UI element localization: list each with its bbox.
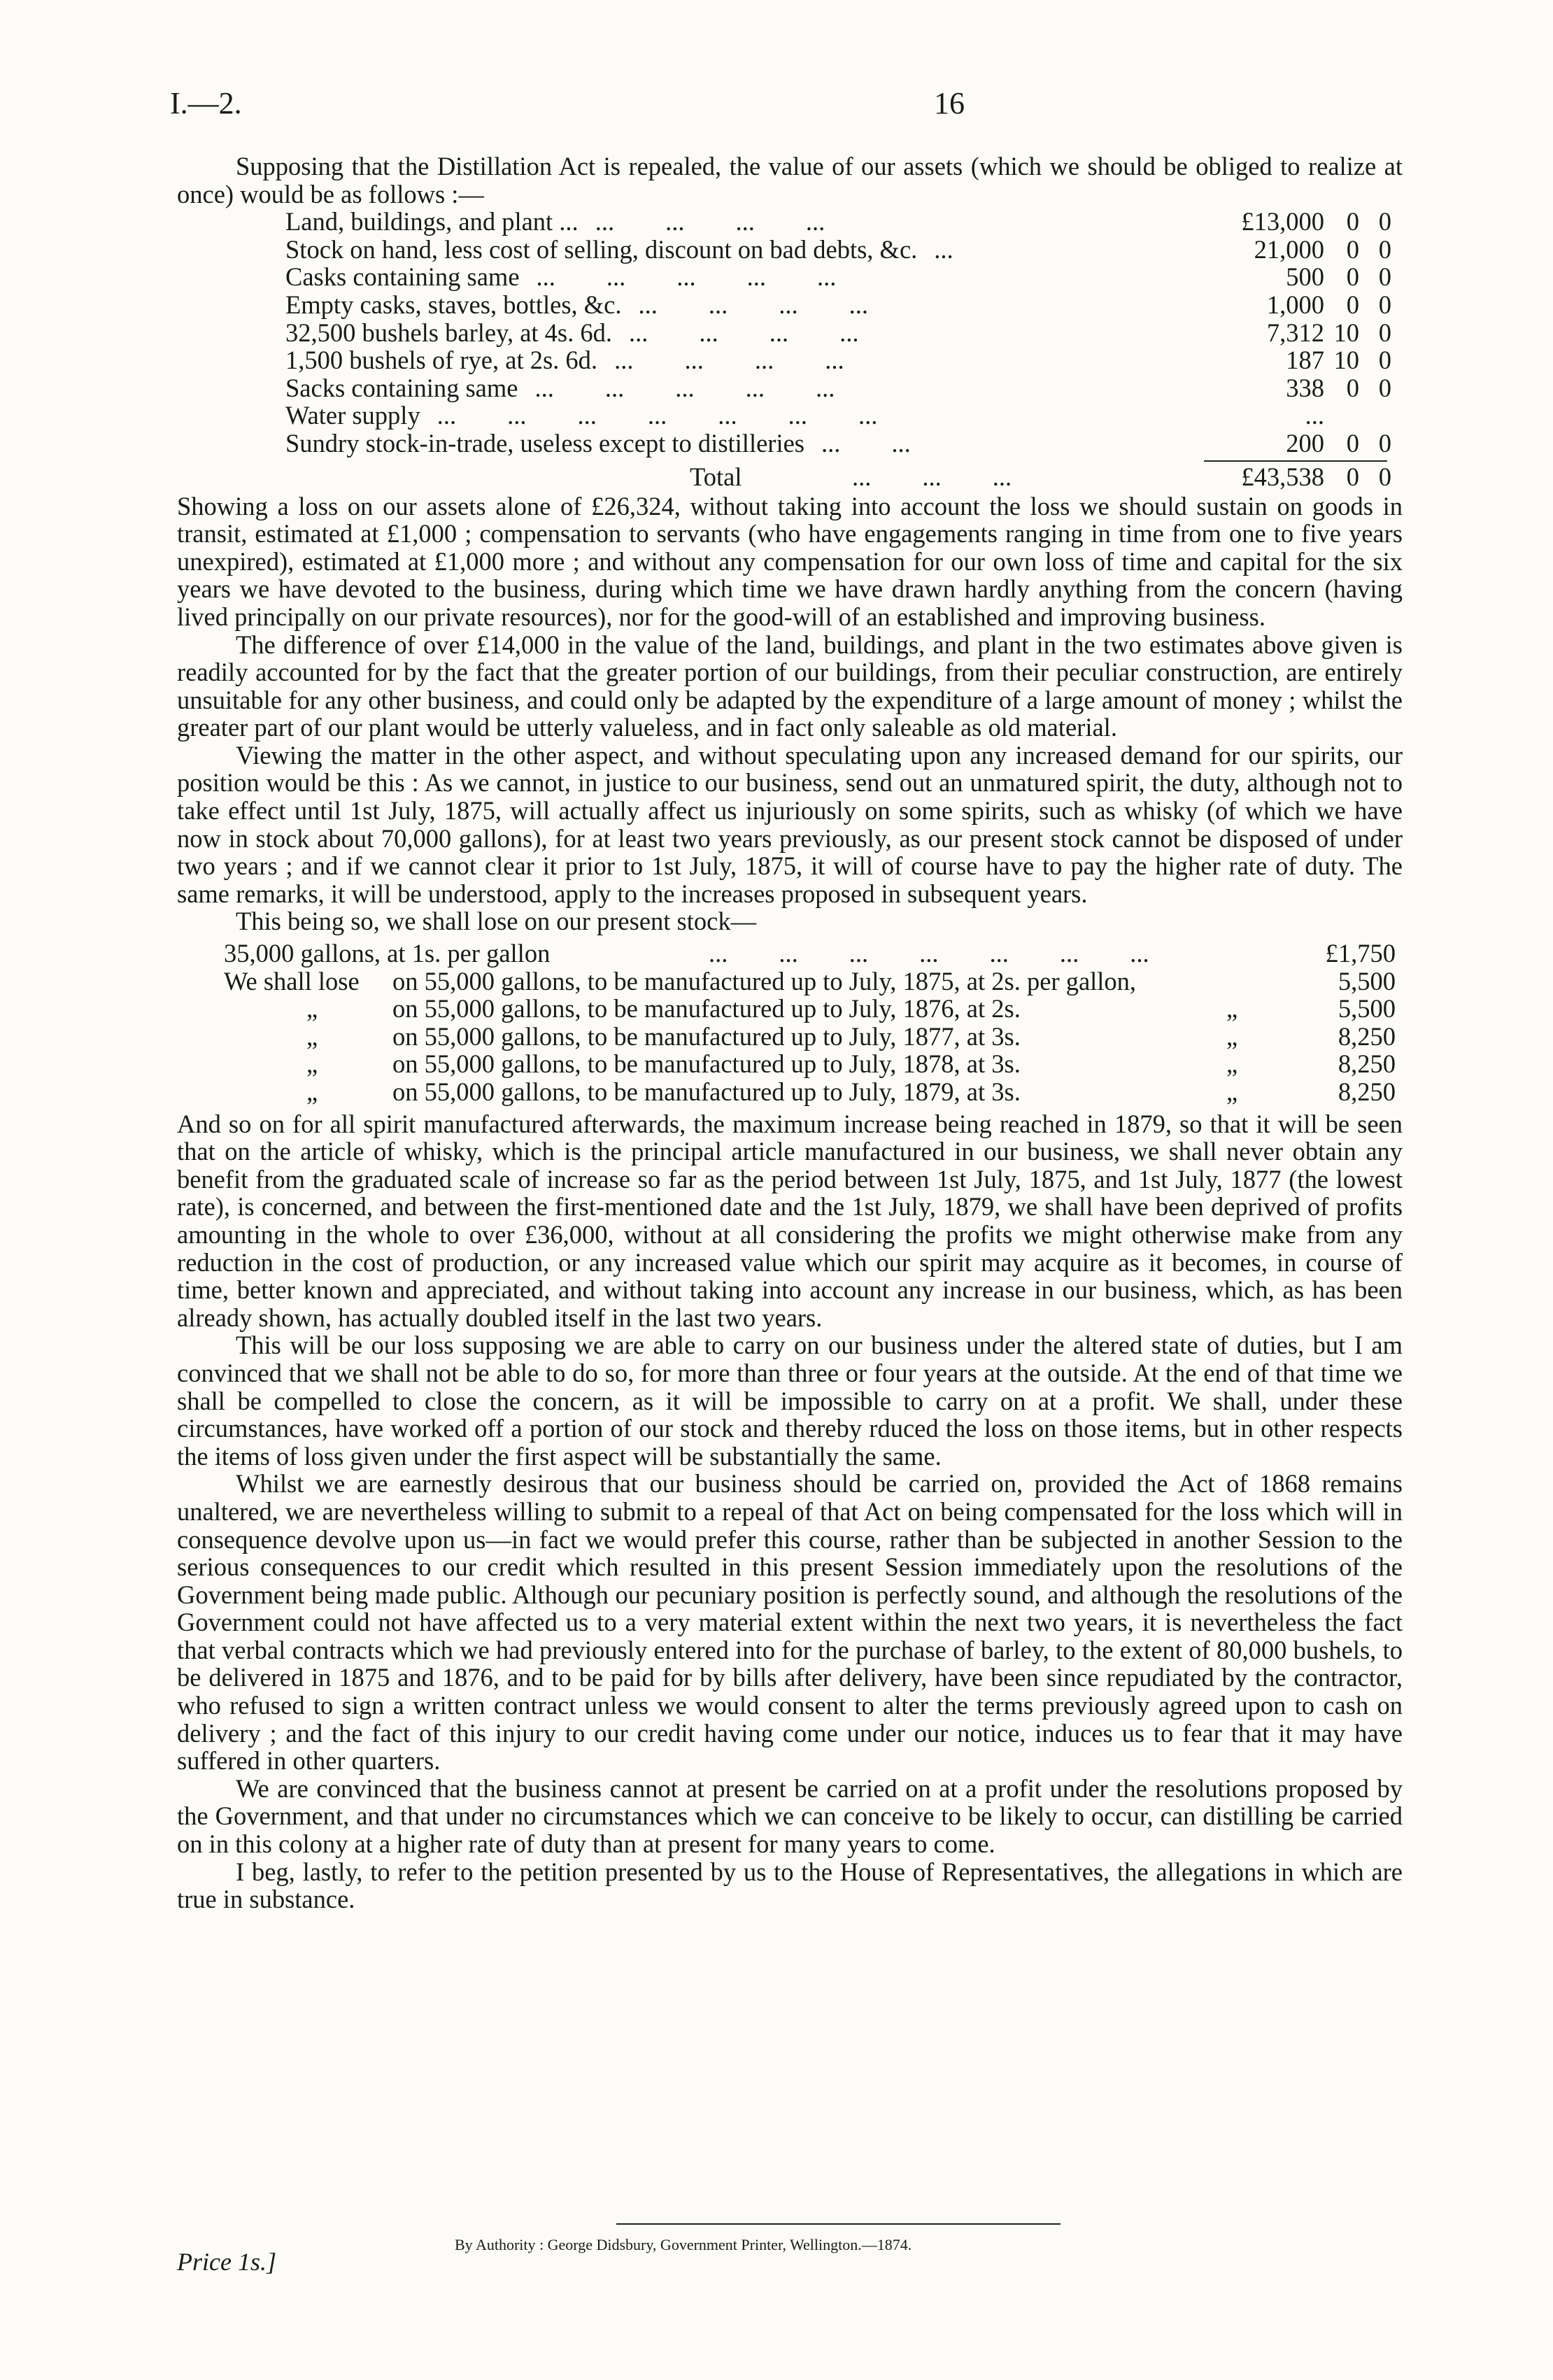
ditto-mark: „ (1226, 1049, 1238, 1079)
asset-pounds: £13,000 (1241, 207, 1324, 236)
intro-paragraph: Supposing that the Distillation Act is repealed, the value of our assets (which we should be obliged to realize at once) would be as follows :— (177, 152, 1403, 208)
stock-row (177, 995, 1403, 1023)
stock-label: on 55,000 gallons, to be manufactured up to July, 1879, at 3s. (392, 1077, 1021, 1106)
stock-intro-paragraph: This being so, we shall lose on our present stock— (236, 907, 757, 936)
asset-amount (1205, 207, 1391, 236)
asset-amount (1205, 373, 1391, 402)
document-body (177, 153, 1403, 1913)
asset-pence: 0 (1378, 234, 1391, 264)
stock-label: 35,000 gallons, at 1s. per gallon (224, 939, 551, 968)
asset-row (177, 374, 1403, 402)
ditto-mark: „ (306, 1049, 318, 1079)
asset-pence: 0 (1378, 207, 1391, 236)
footer-rule (616, 2223, 1061, 2225)
price-note: Price 1s.] (177, 2248, 276, 2276)
asset-pounds: 7,312 (1266, 318, 1324, 347)
asset-shillings: 10 (1333, 346, 1359, 375)
asset-amount (1205, 262, 1391, 292)
assets-table (177, 208, 1403, 457)
total-rule (1204, 460, 1387, 462)
asset-shillings: 0 (1346, 207, 1359, 236)
conviction-paragraph: We are convinced that the business cannot at present be carried on at a profit under the resolutions proposed by the Government, and that under no circumstances which we can conceive to be likely to occur, can distilling be carried on in this colony at a higher rate of duty than at present for many years to come. (177, 1773, 1403, 1859)
stock-dots: ... ... ... ... ... ... ... (709, 939, 1149, 968)
stock-row (177, 1078, 1403, 1106)
asset-dots: ... ... ... ... ... (534, 373, 835, 402)
asset-row (177, 402, 1403, 430)
total-pence: 0 (1378, 462, 1391, 491)
stock-amount: 8,250 (1338, 1077, 1396, 1106)
asset-label: Sacks containing same (285, 373, 518, 402)
asset-shillings: 0 (1346, 234, 1359, 264)
asset-amount (1205, 290, 1391, 319)
altered-duties-paragraph: This will be our loss supposing we are able to carry on our business under the altered state of duties, but I am convinced that we shall not be able to do so, for more than three or four years at the outside. At the end of that time we shall be compelled to close the concern, as it will be impossible to carry on at a profit. We shall, under these circumstances, have worked off a portion of our stock and thereby rduced the loss on those items, but in other respects the items of loss given under the first aspect will be substantially the same. (177, 1331, 1403, 1471)
asset-dots: ... ... ... ... ... (536, 262, 837, 292)
asset-amount (1205, 346, 1391, 375)
asset-amount (1205, 402, 1387, 430)
asset-dots: ... ... ... ... (614, 346, 844, 375)
asset-pounds: 187 (1286, 346, 1324, 375)
stock-row (177, 940, 1403, 968)
asset-dots: ... ... (821, 428, 911, 458)
asset-shillings: 0 (1346, 262, 1359, 292)
stock-label: on 55,000 gallons, to be manufactured up to July, 1876, at 2s. (392, 994, 1021, 1023)
difference-paragraph: The difference of over £14,000 in the value of the land, buildings, and plant in the two estimates above given is readily accounted for by the fact that the greater portion of our buildings, from their peculiar construction, are entirely unsuitable for any other business, and could only be adapted by the expenditure of a large amount of money ; whilst the greater part of our plant would be utterly valueless, and in fact only saleable as old material. (177, 630, 1403, 742)
asset-pence: 0 (1378, 373, 1391, 402)
asset-row (177, 236, 1403, 264)
stock-label: on 55,000 gallons, to be manufactured up to July, 1875, at 2s. per gallon, (392, 966, 1137, 996)
asset-shillings: 0 (1346, 373, 1359, 402)
asset-dots: ... ... ... ... (629, 318, 859, 347)
total-pounds: £43,538 (1241, 462, 1324, 491)
asset-pence: 0 (1378, 428, 1391, 458)
ditto-mark: „ (1226, 994, 1238, 1023)
loss-paragraph: Showing a loss on our assets alone of £26,324, without taking into account the loss we should sustain on goods in transit, estimated at £1,000 ; compensation to servants (who have engagements ranging in time from one to five years unexpired), estimated at £1,000 more ; and without any compensation for our own loss of time and capital for the six years we have devoted to the business, during which time we have drawn hardly anything from the concern (having lived principally on our private resources), nor for the good-will of an established and improving business. (177, 491, 1403, 631)
assets-total-row (177, 458, 1403, 493)
ditto-mark: „ (1226, 1077, 1238, 1106)
aspect-paragraph: Viewing the matter in the other aspect, and without speculating upon any increased demand for our spirits, our position would be this : As we cannot, in justice to our business, send out an unmatured spirit, the duty, although not to take effect until 1st July, 1875, will actually affect us injuriously on some spirits, such as whisky (of which we have now in stock about 70,000 gallons), for at least two years previously, as our present stock cannot be disposed of under two years ; and if we cannot clear it prior to 1st July, 1875, it will of course have to pay the higher rate of duty. The same remarks, it will be understood, apply to the increases proposed in subsequent years. (177, 740, 1403, 908)
stock-amount: 5,500 (1338, 994, 1396, 1023)
asset-pounds: 21,000 (1254, 234, 1324, 264)
stock-row (177, 1023, 1403, 1051)
compensation-paragraph: Whilst we are earnestly desirous that our business should be carried on, provided the Act of 1868 remains unaltered, we are nevertheless willing to submit to a repeal of that Act on being compensated for the loss which will in consequence devolve upon us—in fact we would prefer this course, rather than be subjected in another Session to the serious consequences to our credit which resulted in this present Session immediately upon the resolutions of the Government being made public. Although our pecuniary position is perfectly sound, and although the resolutions of the Government could not have affected us to a very material extent within the next two years, it is nevertheless the fact that verbal contracts which we had previously entered into for the purchase of barley, to the extent of 80,000 bushels, to be delivered in 1875 and 1876, and to be paid for by bills after delivery, have been since repudiated by the contractor, who refused to sign a written contract unless we would consent to alter the terms previously agreed upon to cash on delivery ; and the fact of this injury to our credit having come under our notice, induces us to fear that it may have suffered in other quarters. (177, 1469, 1403, 1776)
asset-row (177, 319, 1403, 347)
asset-amount (1205, 234, 1391, 264)
document-reference: I.—2. (170, 86, 242, 120)
asset-dots: ... ... ... ... ... ... ... (437, 401, 878, 430)
stock-row (177, 968, 1403, 996)
asset-pounds: 200 (1286, 428, 1324, 458)
asset-pounds: 500 (1286, 262, 1324, 292)
asset-pence: 0 (1378, 290, 1391, 319)
stock-label: on 55,000 gallons, to be manufactured up to July, 1877, at 3s. (392, 1021, 1021, 1051)
asset-pence: 0 (1378, 262, 1391, 292)
stock-prefix: We shall lose (224, 966, 360, 996)
total-dots: ... ... ... (852, 462, 1012, 491)
asset-label: Sundry stock-in-trade, useless except to distilleries (285, 428, 804, 458)
ditto-mark: „ (306, 994, 318, 1023)
printer-imprint: By Authority : George Didsbury, Government Printer, Wellington.—1874. (455, 2236, 912, 2253)
ditto-mark: „ (306, 1077, 318, 1106)
stock-amount: 5,500 (1338, 966, 1396, 996)
asset-label: 32,500 bushels barley, at 4s. 6d. (285, 318, 612, 347)
asset-label: Stock on hand, less cost of selling, discount on bad debts, &c. (285, 234, 918, 264)
asset-pounds: 1,000 (1266, 290, 1324, 319)
asset-row (177, 291, 1403, 319)
asset-label: Casks containing same (285, 262, 520, 292)
stock-amount: £1,750 (1325, 939, 1396, 968)
asset-dots: ... (934, 234, 953, 264)
asset-pence: 0 (1378, 318, 1391, 347)
maximum-increase-paragraph: And so on for all spirit manufactured afterwards, the maximum increase being reached in 1879, so that it will be seen that on the article of whisky, which is the principal article manufactured in our business, we shall never obtain any benefit from the graduated scale of increase so far as the period between 1st July, 1875, and 1st July, 1877 (the lowest rate), is concerned, and between the first-mentioned date and the 1st July, 1879, we shall have been deprived of profits amounting in the whole to over £36,000, without at all considering the profits we might otherwise make from any reduction in the cost of production, or any increased value which our spirit may acquire as it becomes, in course of time, better known and appreciated, and without taking into account any increase in our business, which, as has been already shown, has actually doubled itself in the last two years. (177, 1109, 1403, 1332)
stock-loss-table (177, 940, 1403, 1106)
asset-row (177, 346, 1403, 374)
asset-label: Water supply (285, 401, 420, 430)
asset-row (177, 430, 1403, 458)
petition-paragraph: I beg, lastly, to refer to the petition presented by us to the House of Representatives, the allegations in which are true in substance. (177, 1857, 1403, 1914)
stock-amount: 8,250 (1338, 1049, 1396, 1079)
asset-row (177, 208, 1403, 236)
stock-label: on 55,000 gallons, to be manufactured up to July, 1878, at 3s. (392, 1049, 1021, 1079)
stock-amount: 8,250 (1338, 1021, 1396, 1051)
asset-label: 1,500 bushels of rye, at 2s. 6d. (285, 346, 598, 375)
asset-amount (1205, 428, 1391, 458)
asset-shillings: 10 (1333, 318, 1359, 347)
total-shillings: 0 (1346, 462, 1359, 491)
asset-pounds: ... (1305, 401, 1324, 430)
ditto-mark: „ (306, 1021, 318, 1051)
asset-row (177, 263, 1403, 291)
asset-shillings: 0 (1346, 290, 1359, 319)
asset-pence: 0 (1378, 346, 1391, 375)
stock-row (177, 1050, 1403, 1078)
page-header (170, 77, 1403, 126)
total-amount (1205, 463, 1391, 491)
asset-pounds: 338 (1286, 373, 1324, 402)
asset-dots: ... ... ... ... (638, 290, 869, 319)
asset-shillings: 0 (1346, 428, 1359, 458)
total-label: Total (690, 462, 742, 491)
page-number: 16 (934, 86, 965, 120)
asset-label: Land, buildings, and plant ... (285, 207, 579, 236)
asset-dots: ... ... ... ... (595, 207, 825, 236)
ditto-mark: „ (1226, 1021, 1238, 1051)
asset-amount (1205, 318, 1391, 347)
asset-label: Empty casks, staves, bottles, &c. (285, 290, 622, 319)
